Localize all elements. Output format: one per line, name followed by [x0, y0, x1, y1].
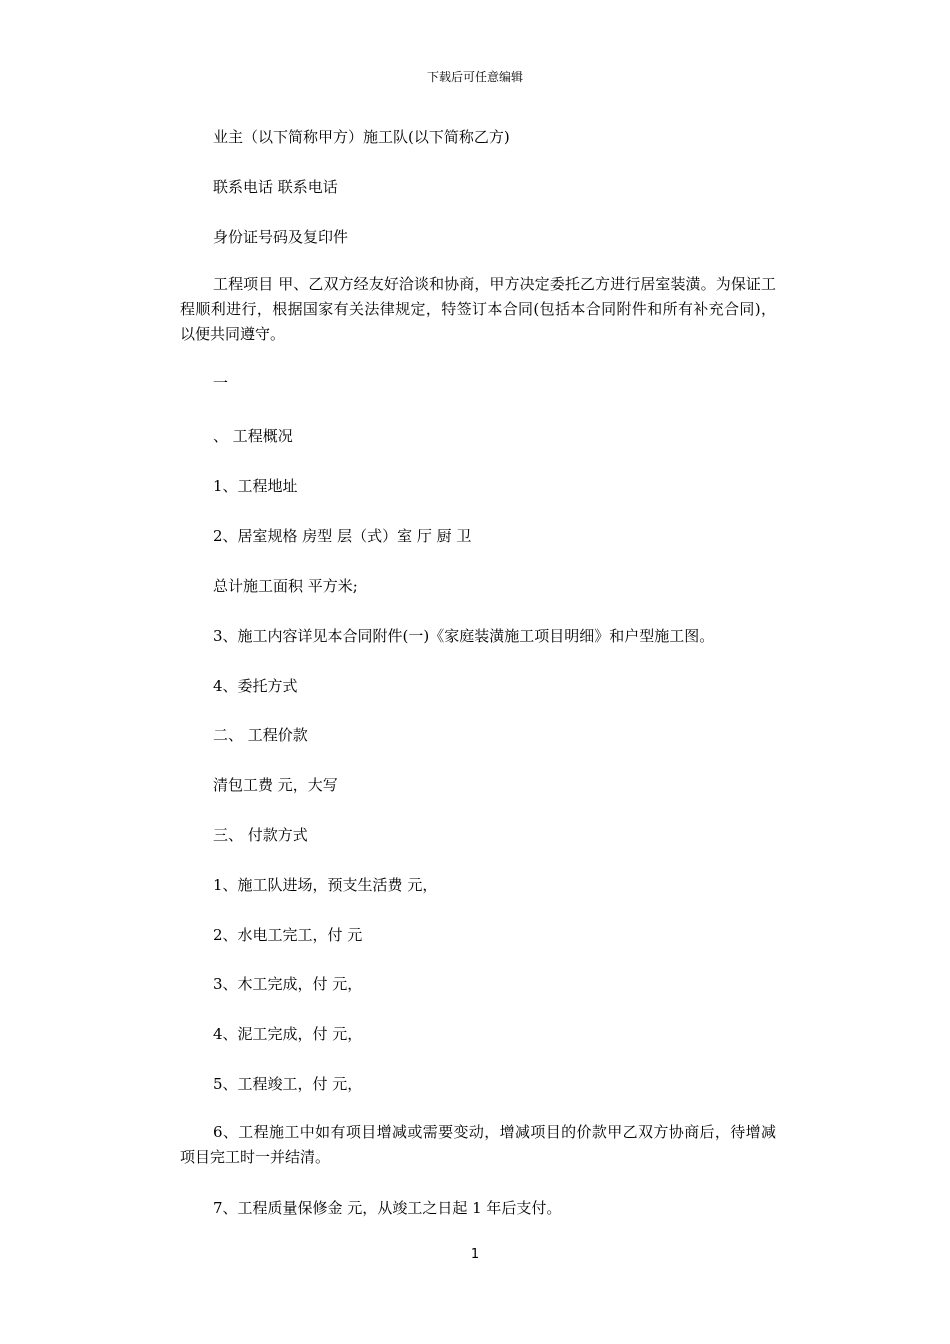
payment-item-2: 2、水电工完工，付 元 [213, 926, 363, 944]
item-area: 总计施工面积 平方米; [213, 577, 358, 595]
page-number: 1 [470, 1247, 480, 1262]
item-address: 1、工程地址 [213, 477, 298, 495]
intro-paragraph: 工程项目 甲、乙双方经友好洽谈和协商，甲方决定委托乙方进行居室装潢。为保证工程顺利进行，根据国家有关法律规定，特签订本合同(包括本合同附件和所有补充合同)，以便共同遵守。 [180, 275, 776, 343]
item-content: 3、施工内容详见本合同附件(一)《家庭装潢施工项目明细》和户型施工图。 [213, 627, 715, 645]
header-note: 下载后可任意编辑 [426, 70, 523, 84]
section-1-number: 一 [213, 374, 229, 392]
id-card-line: 身份证号码及复印件 [213, 228, 349, 246]
payment-item-4: 4、泥工完成，付 元， [213, 1025, 363, 1043]
payment-item-5: 5、工程竣工，付 元， [213, 1075, 363, 1093]
payment-item-3: 3、木工完成，付 元， [213, 975, 363, 993]
item-spec: 2、居室规格 房型 层（式）室 厅 厨 卫 [213, 527, 472, 545]
phone-line: 联系电话 联系电话 [213, 178, 338, 196]
section-2-title: 二、 工程价款 [213, 726, 308, 744]
payment-item-1: 1、施工队进场，预支生活费 元， [213, 876, 438, 894]
section-1-title: 、 工程概况 [213, 427, 293, 445]
payment-item-7: 7、工程质量保修金 元，从竣工之日起 1 年后支付。 [213, 1199, 562, 1217]
item-method: 4、委托方式 [213, 677, 298, 695]
labor-fee-line: 清包工费 元，大写 [213, 776, 338, 794]
parties-line: 业主（以下简称甲方）施工队(以下简称乙方) [213, 128, 510, 146]
section-3-title: 三、 付款方式 [213, 826, 308, 844]
payment-item-6: 6、工程施工中如有项目增减或需要变动，增减项目的价款甲乙双方协商后，待增减项目完工时一并结清。 [180, 1123, 776, 1166]
